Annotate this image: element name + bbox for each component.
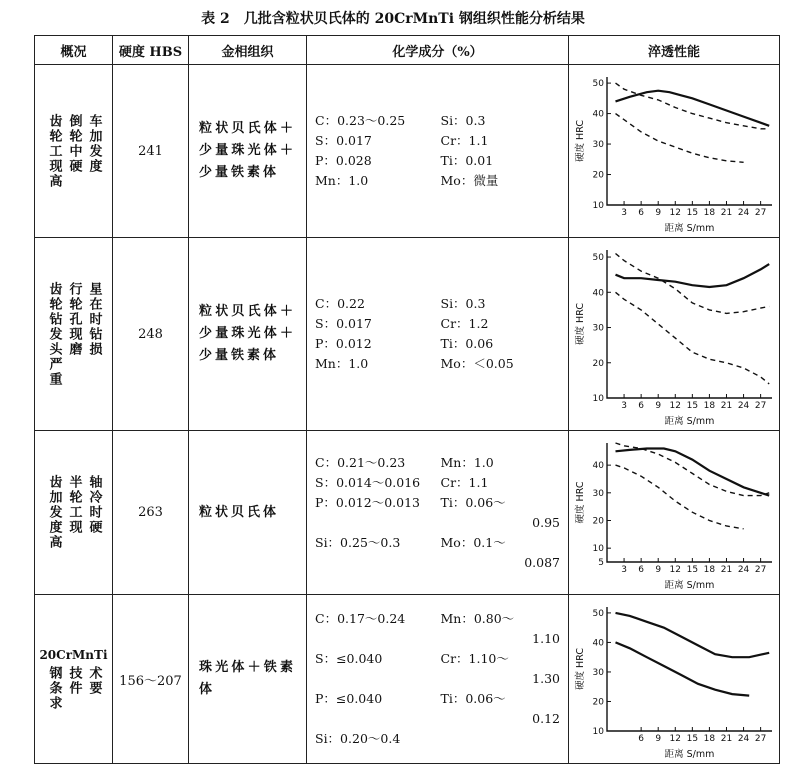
hardness-cell: 263 <box>113 431 189 595</box>
y-axis-label: 硬度 HRC <box>575 481 586 524</box>
x-axis-label: 距离 S/mm <box>664 749 715 760</box>
chemistry-cell <box>307 595 569 764</box>
chem-value: Ti：0.06 <box>440 336 494 351</box>
y-tick-label: 40 <box>592 288 604 299</box>
x-tick-label: 9 <box>655 565 662 575</box>
chem-value <box>315 553 435 573</box>
x-tick-label: 24 <box>737 734 750 744</box>
hardenability-chart <box>571 67 778 235</box>
condition-col: 技件 <box>66 665 82 696</box>
header-chemistry: 化学成分（%） <box>307 36 569 65</box>
hardness-cell: 241 <box>113 65 189 238</box>
chem-value <box>315 709 435 729</box>
y-tick-label: 5 <box>598 558 604 568</box>
x-tick-label: 6 <box>638 401 645 411</box>
chem-value: P：0.028 <box>315 153 372 168</box>
microstructure-cell: 粒状贝氏体＋少量珠光体＋少量铁素体 <box>189 238 307 431</box>
chem-value: Ti：0.01 <box>440 153 494 168</box>
hardenability-chart <box>571 597 778 761</box>
chem-value: C：0.22 <box>315 296 365 311</box>
chem-value: S：0.017 <box>315 316 372 331</box>
y-axis-label: 硬度 HRC <box>575 303 586 345</box>
condition-col: 倒轮中硬 <box>66 113 82 174</box>
chart-axes <box>607 250 772 398</box>
chem-value: 0.12 <box>532 711 560 726</box>
condition-col: 车加发度 <box>86 113 102 174</box>
hardenability-chart-cell <box>569 595 780 764</box>
x-tick-label: 27 <box>754 734 767 744</box>
condition-col: 星在时钻损 <box>86 281 102 357</box>
y-tick-label: 50 <box>592 608 604 619</box>
chem-value: Cr：1.1 <box>440 133 489 148</box>
y-tick-label: 40 <box>592 638 604 649</box>
hardenability-chart-cell <box>569 238 780 431</box>
chem-value: Si：0.3 <box>440 113 486 128</box>
chem-value: Mn：1.0 <box>440 454 494 470</box>
chemistry-cell <box>307 65 569 238</box>
chem-value: Cr：1.10～ <box>440 651 509 666</box>
condition-col: 轴冷时硬 <box>86 475 102 535</box>
header-hardness: 硬度 HBS <box>113 36 189 65</box>
table-row <box>35 65 780 238</box>
condition-col: 齿轮钻发头严重 <box>46 281 62 387</box>
chem-grid <box>315 453 560 573</box>
y-tick-label: 10 <box>592 394 604 404</box>
chem-value: S：0.014～0.016 <box>315 474 421 490</box>
y-tick-label: 20 <box>592 697 604 708</box>
table-title: 表 2 几批含粒状贝氏体的 20CrMnTi 钢组织性能分析结果 <box>201 11 585 27</box>
series-line-1 <box>616 91 770 126</box>
chem-value <box>441 729 561 749</box>
condition-col: 术要 <box>86 665 102 696</box>
chem-value: Cr：1.1 <box>440 474 489 490</box>
x-tick-label: 12 <box>669 734 682 744</box>
hardenability-chart <box>571 433 778 592</box>
microstructure-cell: 珠光体＋铁素体 <box>189 595 307 764</box>
chem-value: S：0.017 <box>315 133 372 148</box>
chem-value: Mn：0.80～ <box>440 611 515 626</box>
series-line-2 <box>616 642 750 695</box>
chem-value: Cr：1.2 <box>440 316 489 331</box>
y-tick-label: 20 <box>592 358 604 369</box>
y-tick-label: 30 <box>592 323 604 334</box>
chem-grid <box>315 111 560 191</box>
x-axis-label: 距离 S/mm <box>664 223 715 234</box>
chem-value: P：≤0.040 <box>315 691 383 706</box>
series-line-1 <box>616 449 770 496</box>
condition-cell <box>35 238 113 431</box>
condition-col: 齿轮工现高 <box>46 113 62 189</box>
chem-grid <box>315 294 560 374</box>
x-tick-label: 18 <box>703 208 716 218</box>
chart-axes <box>607 607 772 731</box>
hardenability-chart-cell <box>569 65 780 238</box>
chem-value: Mn：1.0 <box>315 173 369 188</box>
series-line-1 <box>616 264 770 287</box>
chem-value: 0.087 <box>524 554 560 570</box>
y-tick-label: 20 <box>592 516 604 527</box>
series-line-1 <box>616 613 770 657</box>
x-tick-label: 9 <box>655 401 662 411</box>
x-tick-label: 21 <box>720 401 733 411</box>
chem-value: 1.30 <box>532 671 560 686</box>
x-tick-label: 15 <box>686 208 699 218</box>
chem-value <box>315 669 435 689</box>
hardenability-chart-cell <box>569 431 780 595</box>
x-tick-label: 12 <box>669 401 682 411</box>
hardness-cell: 156～207 <box>113 595 189 764</box>
y-tick-label: 20 <box>592 170 604 181</box>
x-tick-label: 18 <box>703 401 716 411</box>
header-row <box>35 36 780 65</box>
table-row <box>35 431 780 595</box>
x-tick-label: 21 <box>720 565 733 575</box>
condition-col: 半轮工现 <box>66 475 82 535</box>
condition-title: 20CrMnTi <box>39 647 108 662</box>
series-line-3 <box>616 114 744 163</box>
header-microstructure: 金相组织 <box>189 36 307 65</box>
chem-value: S：≤0.040 <box>315 651 383 666</box>
x-tick-label: 21 <box>720 208 733 218</box>
series-line-3 <box>616 292 770 384</box>
y-tick-label: 30 <box>592 488 604 499</box>
condition-col: 行轮孔现磨 <box>66 281 82 357</box>
chart-axes <box>607 443 772 562</box>
chem-value: C：0.23～0.25 <box>315 113 406 128</box>
series-line-2 <box>616 254 770 314</box>
x-tick-label: 12 <box>669 565 682 575</box>
x-axis-label: 距离 S/mm <box>664 416 715 427</box>
x-tick-label: 15 <box>686 565 699 575</box>
y-tick-label: 50 <box>592 79 604 90</box>
x-tick-label: 27 <box>754 208 767 218</box>
series-line-2 <box>616 83 770 129</box>
chem-value: C：0.17～0.24 <box>315 611 406 626</box>
y-tick-label: 40 <box>592 109 604 120</box>
chem-value: Ti：0.06～ <box>440 691 506 706</box>
chem-value: Si：0.25～0.3 <box>315 534 401 550</box>
chem-value: 1.10 <box>532 631 560 646</box>
y-axis-label: 硬度 HRC <box>575 648 586 690</box>
y-tick-label: 10 <box>592 544 604 555</box>
hardness-cell: 248 <box>113 238 189 431</box>
x-tick-label: 9 <box>655 208 662 218</box>
chem-value <box>315 513 435 533</box>
header-hardenability: 淬透性能 <box>569 36 780 65</box>
x-tick-label: 24 <box>737 401 750 411</box>
chem-value: 0.95 <box>532 514 560 530</box>
condition-col: 钢条求 <box>46 665 62 711</box>
chem-value: Si：0.20～0.4 <box>315 731 401 746</box>
y-tick-label: 10 <box>592 727 604 737</box>
x-tick-label: 27 <box>754 565 767 575</box>
chem-value: P：0.012～0.013 <box>315 494 420 510</box>
chem-value: Mo：0.1～ <box>440 534 506 550</box>
x-tick-label: 9 <box>655 734 662 744</box>
condition-cell <box>35 595 113 764</box>
x-tick-label: 18 <box>703 734 716 744</box>
chem-value <box>315 629 435 649</box>
y-tick-label: 50 <box>592 253 604 264</box>
chemistry-cell <box>307 431 569 595</box>
x-tick-label: 24 <box>737 208 750 218</box>
microstructure-cell: 粒状贝氏体＋少量珠光体＋少量铁素体 <box>189 65 307 238</box>
y-tick-label: 10 <box>592 201 604 211</box>
x-tick-label: 6 <box>638 565 645 575</box>
x-tick-label: 15 <box>686 734 699 744</box>
x-tick-label: 6 <box>638 734 645 744</box>
chem-grid <box>315 609 560 749</box>
x-tick-label: 27 <box>754 401 767 411</box>
chem-value: C：0.21～0.23 <box>315 454 406 470</box>
y-tick-label: 40 <box>592 461 604 472</box>
x-tick-label: 12 <box>669 208 682 218</box>
chem-value: Mo：微量 <box>440 173 499 188</box>
chem-value: Si：0.3 <box>440 296 486 311</box>
x-tick-label: 18 <box>703 565 716 575</box>
condition-col: 齿加发度高 <box>46 475 62 550</box>
header-condition: 概况 <box>35 36 113 65</box>
table-row <box>35 595 780 764</box>
y-tick-label: 30 <box>592 140 604 151</box>
table-row <box>35 238 780 431</box>
chemistry-cell <box>307 238 569 431</box>
y-axis-label: 硬度 HRC <box>575 120 586 162</box>
x-tick-label: 3 <box>621 401 627 411</box>
x-tick-label: 21 <box>720 734 733 744</box>
hardenability-chart <box>571 240 778 428</box>
chem-value: P：0.012 <box>315 336 372 351</box>
condition-cell <box>35 65 113 238</box>
results-table <box>34 35 780 764</box>
microstructure-cell: 粒状贝氏体 <box>189 431 307 595</box>
condition-cell <box>35 431 113 595</box>
x-tick-label: 15 <box>686 401 699 411</box>
x-tick-label: 3 <box>621 565 627 575</box>
y-tick-label: 30 <box>592 667 604 678</box>
chem-value: Mn：1.0 <box>315 356 369 371</box>
chem-value: Mo：＜0.05 <box>440 356 514 371</box>
series-line-3 <box>616 465 744 529</box>
x-tick-label: 3 <box>621 208 627 218</box>
x-tick-label: 24 <box>737 565 750 575</box>
x-axis-label: 距离 S/mm <box>664 580 715 591</box>
chem-value: Ti：0.06～ <box>440 494 506 510</box>
x-tick-label: 6 <box>638 208 645 218</box>
